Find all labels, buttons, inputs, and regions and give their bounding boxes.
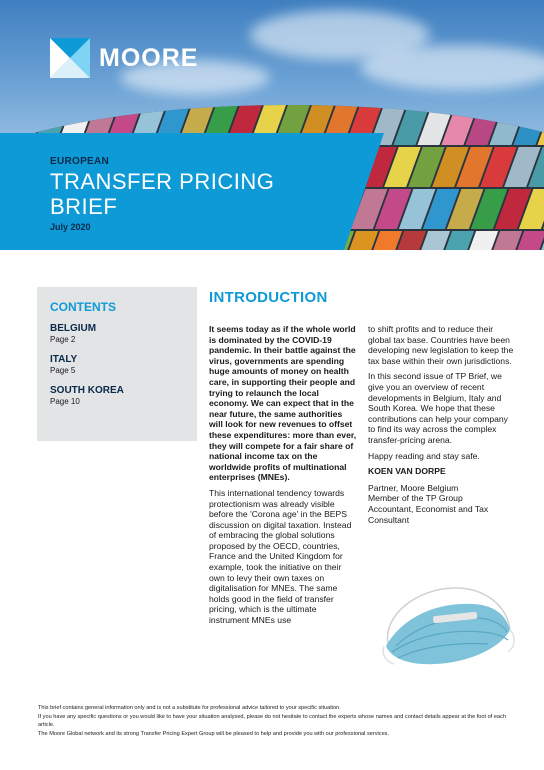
intro-paragraph: This international tendency towards protectionism was already visible before the 'Corona age' in the BEPS discussion on digital taxation. Instead of embracing the global solutions proposed by the OECD, countries, France and the United Kingdom for example, took the initiative on their own to levy their own taxes on digitalisation for MNEs. The same holds good in the field of transfer pricing, which is the ultimate instrument MNEs use <box>209 487 352 626</box>
contents-item-page: Page 10 <box>50 397 80 406</box>
author-role: Partner, Moore Belgium <box>368 482 459 493</box>
contents-item-label: ITALY <box>50 354 78 365</box>
intro-paragraph: In this second issue of TP Brief, we give you an overview of recent developments in Belgium, Italy and South Korea. We hope that these contributions can help your company to find its way across the complex transfer-pricing arena. <box>368 371 508 445</box>
issue-date: July 2020 <box>50 222 91 232</box>
contents-item-belgium[interactable] <box>50 323 96 344</box>
contents-item-label: BELGIUM <box>50 323 97 334</box>
intro-column-1 <box>209 324 357 631</box>
author-name: KOEN VAN DORPE <box>368 466 446 477</box>
author-role: Member of the TP Group <box>368 493 463 504</box>
title-line-2: BRIEF <box>50 194 118 219</box>
moore-logo <box>50 38 198 78</box>
title-line-1: TRANSFER PRICING <box>50 169 275 194</box>
contents-heading: CONTENTS <box>50 300 116 314</box>
introduction-heading: INTRODUCTION <box>209 289 328 306</box>
contents-item-italy[interactable] <box>50 354 77 375</box>
contents-item-south-korea[interactable] <box>50 385 124 406</box>
author-role: Accountant, Economist and Tax Consultant <box>368 503 489 525</box>
intro-paragraph: Happy reading and stay safe. <box>368 450 480 461</box>
intro-column-2 <box>368 324 516 525</box>
contents-box <box>37 287 197 441</box>
brand-name: MOORE <box>99 43 199 72</box>
face-mask-image <box>378 574 518 672</box>
intro-paragraph: to shift profits and to reduce their global tax base. Countries have been developing new legislation to keep the tax base within their own jurisdictions. <box>368 324 514 366</box>
footer-line: If you have any specific questions or you would like to have your situation analysed, please do not hesitate to contact the experts whose names and contact details appear at the foot of each article. <box>38 713 506 728</box>
contents-item-page: Page 2 <box>50 335 76 344</box>
footer-disclaimer <box>38 704 518 738</box>
contents-item-page: Page 5 <box>50 366 76 375</box>
intro-lead-paragraph: It seems today as if the whole world is dominated by the COVID-19 pandemic. In their battle against the virus, governments are spending huge amounts of money on health care, in supporting their people and trying to relaunch the local economy. We can expect that in the near future, the same authorities will look for new revenues to offset these expenditures: more than ever, they will compete for a fair share of national income tax on the worldwide profits of multinational enterprises (MNEs). <box>209 324 357 483</box>
moore-logo-icon <box>50 38 90 78</box>
cloud <box>360 45 544 90</box>
header-kicker: EUROPEAN <box>50 156 110 167</box>
title-banner-edge <box>344 133 384 250</box>
contents-item-label: SOUTH KOREA <box>50 385 124 396</box>
footer-line: This brief contains general information only and is not a substitute for professional advice tailored to your specific situation. <box>38 705 341 711</box>
page-title <box>50 169 274 219</box>
footer-line: The Moore Global network and its strong Transfer Pricing Expert Group will be pleased to help and provide you with our professional services. <box>38 730 390 737</box>
